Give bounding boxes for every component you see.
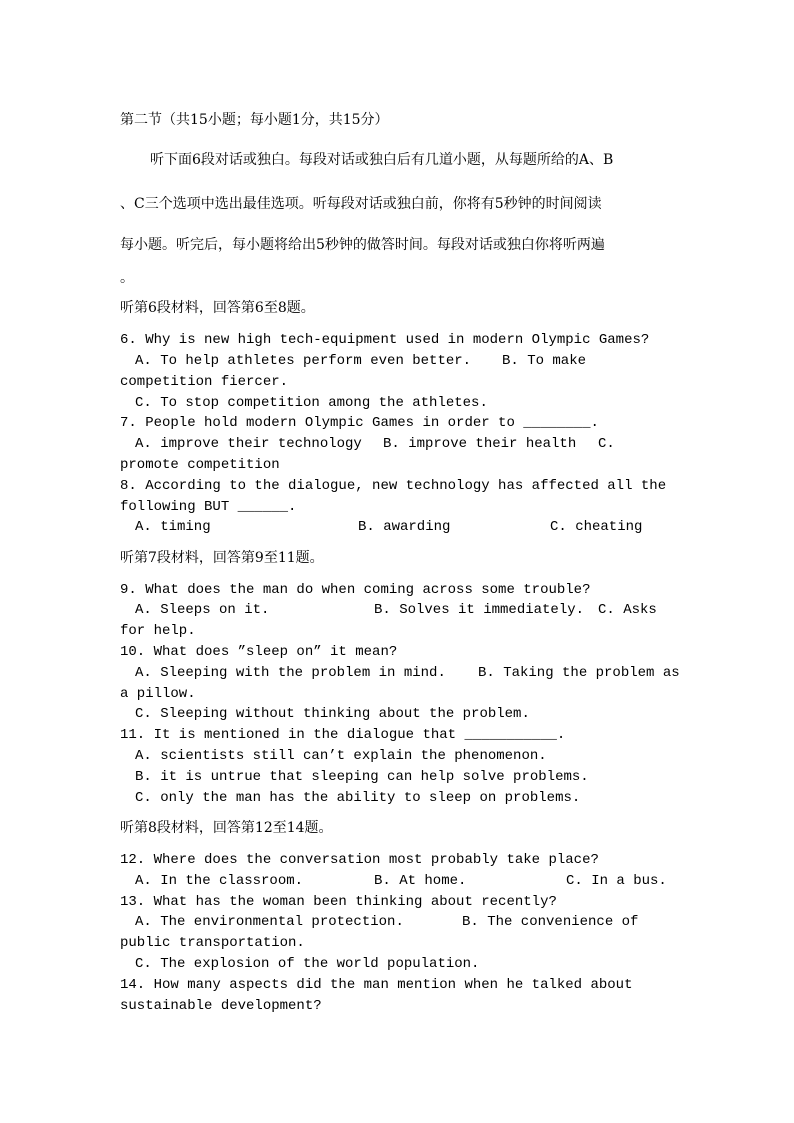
question-7-option-c-cont: promote competition	[120, 457, 280, 473]
question-13-option-b-cont: public transportation.	[120, 935, 305, 951]
question-10-option-a: A. Sleeping with the problem in mind.	[135, 665, 446, 681]
question-6-option-b-cont: competition fiercer.	[120, 374, 289, 390]
instructions-line-4: 。	[120, 270, 134, 286]
instructions-line-1: 听下面6段对话或独白。每段对话或独白后有几道小题，从每题所给的A、B	[150, 152, 614, 168]
group-label-9-11: 听第7段材料，回答第9至11题。	[120, 550, 324, 566]
instructions-line-2: 、C三个选项中选出最佳选项。听每段对话或独白前，你将有5秒钟的时间阅读	[120, 196, 602, 212]
question-8-option-b: B. awarding	[358, 519, 451, 535]
question-14-stem: 14. How many aspects did the man mention when he talked about	[120, 977, 633, 993]
question-8-stem: 8. According to the dialogue, new technology has affected all the	[120, 478, 667, 494]
question-13-option-c: C. The explosion of the world population.	[135, 956, 480, 972]
question-13-option-b: B. The convenience of	[462, 914, 639, 930]
question-9-option-a: A. Sleeps on it.	[135, 602, 270, 618]
question-13-option-a: A. The environmental protection.	[135, 914, 404, 930]
question-10-stem: 10. What does ”sleep on” it mean?	[120, 644, 398, 660]
question-11-option-c: C. only the man has the ability to sleep on problems.	[135, 790, 581, 806]
question-10-option-c: C. Sleeping without thinking about the problem.	[135, 706, 530, 722]
question-12-option-a: A. In the classroom.	[135, 873, 304, 889]
question-6-stem: 6. Why is new high tech-equipment used in modern Olympic Games?	[120, 332, 650, 348]
instructions-line-3: 每小题。听完后，每小题将给出5秒钟的做答时间。每段对话或独白你将听两遍	[120, 237, 605, 253]
question-6-option-c: C. To stop competition among the athletes.	[135, 395, 488, 411]
question-13-stem: 13. What has the woman been thinking about recently?	[120, 894, 557, 910]
question-7-option-a: A. improve their technology	[135, 436, 362, 452]
question-10-option-b: B. Taking the problem as	[478, 665, 680, 681]
question-9-option-b: B. Solves it immediately.	[374, 602, 585, 618]
section-title: 第二节（共15小题；每小题1分，共15分）	[120, 112, 389, 128]
question-12-option-b: B. At home.	[374, 873, 467, 889]
question-9-option-c-cont: for help.	[120, 623, 196, 639]
question-11-stem: 11. It is mentioned in the dialogue that ___________.	[120, 727, 566, 743]
question-7-option-c: C.	[598, 436, 615, 452]
question-7-stem: 7. People hold modern Olympic Games in order to ________.	[120, 415, 599, 431]
question-9-option-c: C. Asks	[598, 602, 657, 618]
question-7-option-b: B. improve their health	[383, 436, 577, 452]
group-label-6-8: 听第6段材料，回答第6至8题。	[120, 300, 315, 316]
question-8-stem-cont: following BUT ______.	[120, 499, 297, 515]
question-8-option-a: A. timing	[135, 519, 211, 535]
question-9-stem: 9. What does the man do when coming across some trouble?	[120, 582, 591, 598]
question-12-option-c: C. In a bus.	[566, 873, 667, 889]
question-11-option-a: A. scientists still can’t explain the phenomenon.	[135, 748, 547, 764]
question-6-option-a: A. To help athletes perform even better.	[135, 353, 472, 369]
question-8-option-c: C. cheating	[550, 519, 643, 535]
question-12-stem: 12. Where does the conversation most probably take place?	[120, 852, 599, 868]
question-10-option-b-cont: a pillow.	[120, 686, 196, 702]
question-14-stem-cont: sustainable development?	[120, 998, 322, 1014]
group-label-12-14: 听第8段材料，回答第12至14题。	[120, 820, 333, 836]
question-11-option-b: B. it is untrue that sleeping can help solve problems.	[135, 769, 589, 785]
question-6-option-b: B. To make	[502, 353, 587, 369]
